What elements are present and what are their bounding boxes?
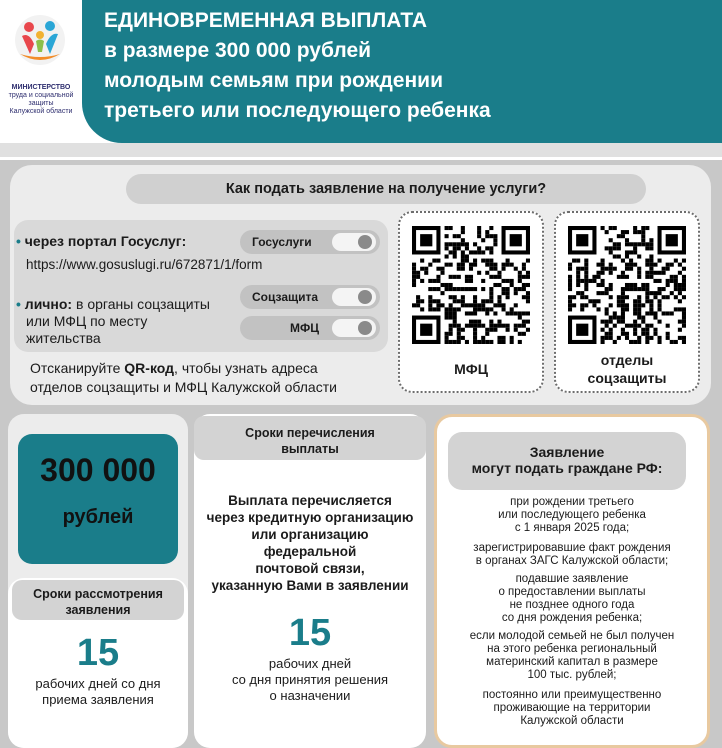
toggle-knob xyxy=(358,235,372,249)
toggle-knob xyxy=(358,290,372,304)
toggle-track xyxy=(332,319,376,337)
scan-hint: Отсканируйте QR-код, чтобы узнать адреса xyxy=(30,360,318,376)
toggle-track xyxy=(332,288,376,306)
applicant-condition-3: подавшие заявление о предоставлении выплаты не позднее одного года со дня рождения ребенка; xyxy=(498,573,646,624)
in-person-method: • лично: в органы соцзащиты xyxy=(16,296,210,312)
qr-label-mfc: МФЦ xyxy=(454,361,488,377)
bullet-icon: • xyxy=(16,296,21,312)
applicants-title: Заявление могут подать граждане РФ: xyxy=(471,444,663,476)
transfer-term-body: Выплата перечисляется через кредитную организацию или организацию федеральной почтовой связи, указанную Вами в заявлении xyxy=(206,493,414,593)
header-divider xyxy=(0,143,722,157)
applicant-condition-1: при рождении третьего или последующего ребенка с 1 января 2025 года; xyxy=(498,496,646,534)
family-logo-icon xyxy=(14,14,66,66)
toggle-knob xyxy=(358,321,372,335)
review-term-title: Сроки рассмотрения заявления xyxy=(12,580,184,620)
in-person-line2: или МФЦ по месту xyxy=(26,313,148,329)
portal-method: • через портал Госуслуг: xyxy=(16,233,187,249)
ministry-name: МИНИСТЕРСТВО труда и социальной защиты Калужской области xyxy=(8,84,74,115)
qr-code-mfc-icon[interactable] xyxy=(412,226,530,344)
applicant-condition-2: зарегистрировавшие факт рождения в органах ЗАГС Калужской области; xyxy=(473,542,671,567)
applicant-condition-4: если молодой семьей не был получен на этого ребенка региональный материнский капитал в размере 100 тыс. рублей; xyxy=(469,630,675,681)
review-term-number: 15 xyxy=(76,632,120,674)
mfc-toggle[interactable]: МФЦ xyxy=(240,316,380,340)
transfer-term-number: 15 xyxy=(288,612,332,654)
soczashita-toggle[interactable]: Соцзащита xyxy=(240,285,380,309)
portal-url[interactable]: https://www.gosuslugi.ru/672871/1/form xyxy=(26,257,263,272)
amount-value: 300 000 xyxy=(40,452,156,488)
how-to-apply-question: Как подать заявление на получение услуги? xyxy=(126,174,646,204)
qr-code-soczashita-icon[interactable] xyxy=(568,226,686,344)
gosuslugi-toggle[interactable]: Госуслуги xyxy=(240,230,380,254)
page-title: ЕДИНОВРЕМЕННАЯ ВЫПЛАТА в размере 300 000 рублей молодым семьям при рождении третьего или последующего ребенка xyxy=(104,9,491,122)
scan-hint-line2: отделов соцзащиты и МФЦ Калужской области xyxy=(30,379,337,395)
toggle-track xyxy=(332,233,376,251)
in-person-line3: жительства xyxy=(26,330,101,346)
review-term-text: рабочих дней со дня приема заявления xyxy=(35,676,161,707)
transfer-term-title: Сроки перечисления выплаты xyxy=(194,416,426,460)
transfer-term-text: рабочих дней со дня принятия решения о назначении xyxy=(231,656,389,703)
amount-unit: рублей xyxy=(62,506,134,528)
qr-label-soczashita: отделы соцзащиты xyxy=(587,352,667,386)
bullet-icon: • xyxy=(16,233,21,249)
applicant-condition-5: постоянно или преимущественно проживающие на территории Калужской области xyxy=(482,689,662,727)
